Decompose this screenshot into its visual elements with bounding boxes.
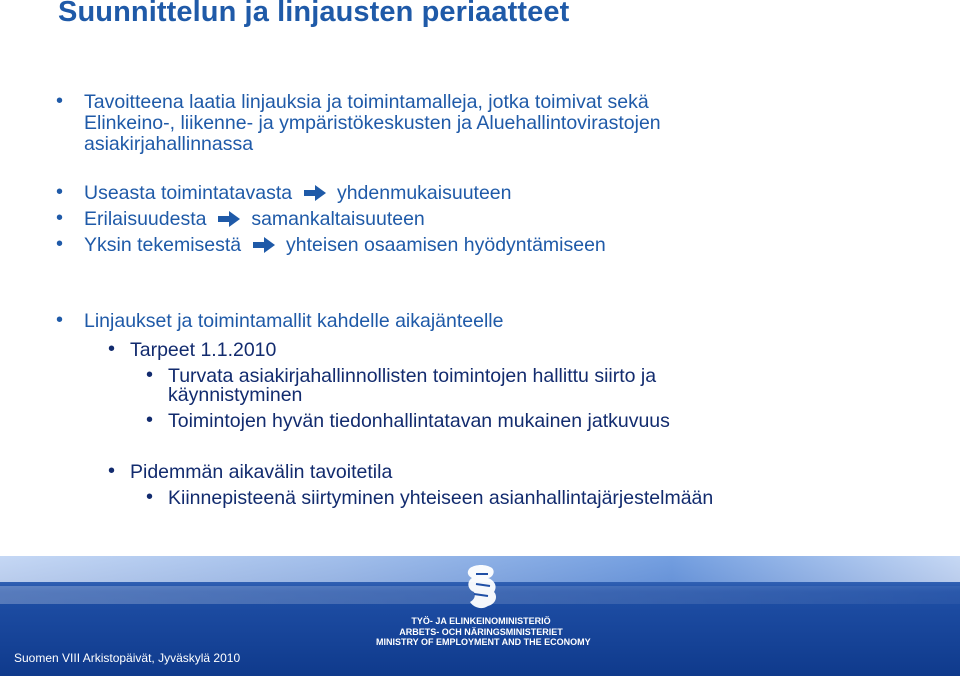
lion-crest-icon [462, 564, 502, 610]
ministry-logo-text [376, 616, 591, 648]
subsub-bullet-transfer-cont [168, 385, 302, 406]
bullet-goal-cont2 [84, 134, 253, 155]
bullet-dot: • [146, 409, 154, 431]
sub-bullet-long-term-text: Pidemmän aikavälin tavoitetila [130, 461, 393, 483]
ministry-name-fi: TYÖ- JA ELINKEINOMINISTERIÖ [411, 616, 551, 626]
bullet-shared-expertise [56, 233, 606, 256]
sub-bullet-long-term [108, 460, 393, 483]
subsub-bullet-transfer-line1: Turvata asiakirjahallinnollisten toimintojen hallittu siirto ja [168, 365, 657, 387]
bullet-goal-cont1 [84, 113, 661, 134]
slide-footer [0, 556, 960, 676]
sub-bullet-needs [108, 338, 277, 361]
bullet-similarity [56, 207, 425, 230]
arrow-right-icon [218, 211, 240, 227]
arrow-right-icon [253, 237, 275, 253]
subsub-bullet-continuity [146, 409, 670, 432]
subsub-bullet-transfer-line2: käynnistyminen [168, 384, 303, 406]
bullet-dot: • [108, 338, 116, 360]
subsub-bullet-system [146, 486, 714, 509]
bullet-dot: • [108, 460, 116, 482]
bullet-similarity-to: samankaltaisuuteen [251, 208, 425, 230]
bullet-dot: • [56, 207, 64, 229]
bullet-goal-line3: asiakirjahallinnassa [84, 133, 254, 155]
bullet-dot: • [146, 486, 154, 508]
bullet-goal-line2: Elinkeino-, liikenne- ja ympäristökeskusten ja Aluehallintovirastojen [84, 112, 661, 134]
arrow-right-icon [304, 185, 326, 201]
bullet-uniformity-from: Useasta toimintatavasta [84, 182, 293, 204]
slide-title: Suunnittelun ja linjausten periaatteet [58, 0, 570, 28]
footer-event-text: Suomen VIII Arkistopäivät, Jyväskylä 2010 [14, 651, 241, 665]
bullet-policies [56, 309, 504, 332]
bullet-uniformity-to: yhdenmukaisuuteen [336, 182, 512, 204]
ministry-name-en: MINISTRY OF EMPLOYMENT AND THE ECONOMY [376, 637, 591, 647]
bullet-dot: • [146, 364, 154, 386]
bullet-shared-expertise-to: yhteisen osaamisen hyödyntämiseen [286, 234, 606, 256]
bullet-dot: • [56, 90, 64, 112]
subsub-bullet-continuity-text: Toimintojen hyvän tiedonhallintatavan mukainen jatkuvuus [168, 410, 670, 432]
ministry-name-sv: ARBETS- OCH NÄRINGSMINISTERIET [399, 626, 563, 637]
bullet-similarity-from: Erilaisuudesta [84, 208, 207, 230]
bullet-dot: • [56, 309, 64, 331]
bullet-uniformity [56, 181, 512, 204]
bullet-dot: • [56, 181, 64, 203]
sub-bullet-needs-text: Tarpeet 1.1.2010 [130, 339, 277, 361]
bullet-goal-line1: Tavoitteena laatia linjauksia ja toimintamalleja, jotka toimivat sekä [84, 91, 649, 113]
bullet-policies-text: Linjaukset ja toimintamallit kahdelle aikajänteelle [84, 310, 504, 332]
subsub-bullet-system-text: Kiinnepisteenä siirtyminen yhteiseen asianhallintajärjestelmään [168, 487, 714, 509]
bullet-shared-expertise-from: Yksin tekemisestä [84, 234, 242, 256]
bullet-dot: • [56, 233, 64, 255]
bullet-goal [56, 90, 649, 113]
